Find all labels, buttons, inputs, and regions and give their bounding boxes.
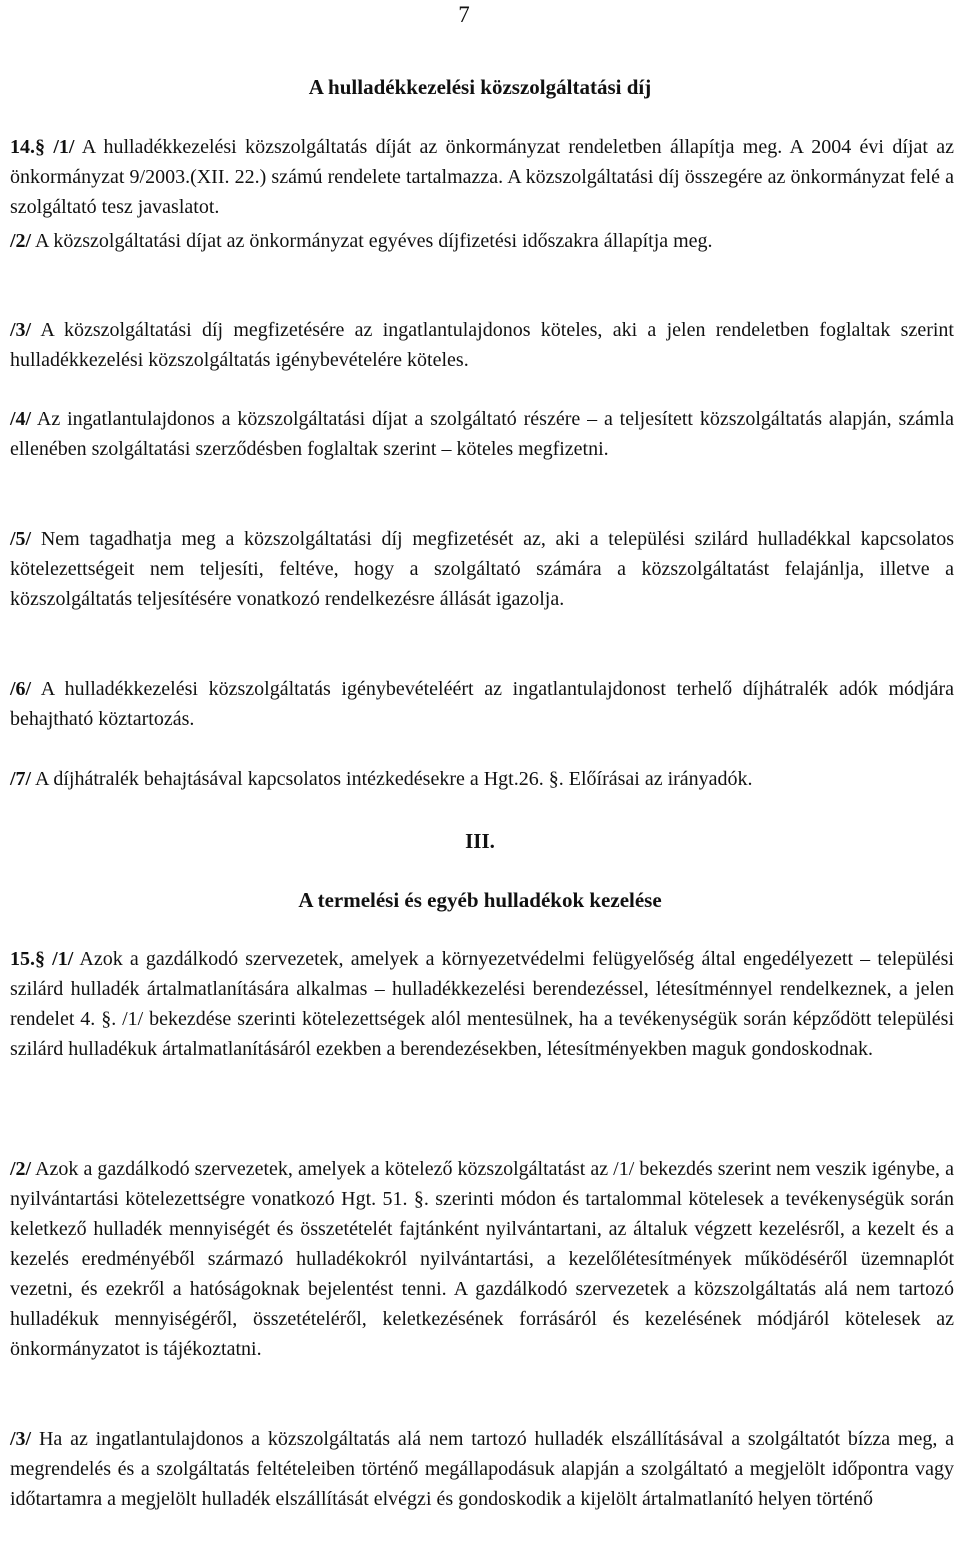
chapter-number: III.: [465, 829, 495, 853]
paragraph-mark: /2/: [10, 230, 32, 252]
paragraph-text: A közszolgáltatási díj megfizetésére az ingatlantulajdonos köteles, aki a jelen rendeletben foglaltak szerint hulladékkezelési közszolgáltatás igénybevételére köteles.: [10, 319, 954, 371]
page-number: 7: [458, 2, 470, 27]
article-14-paragraph-5: [10, 524, 954, 614]
article-14-paragraph-4: [10, 404, 954, 464]
paragraph-text: A díjhátralék behajtásával kapcsolatos intézkedésekre a Hgt.26. §. Előírásai az irányadók.: [35, 768, 753, 790]
paragraph-mark: /3/: [10, 319, 32, 341]
paragraph-text: A hulladékkezelési közszolgáltatás díját az önkormányzat rendeletben állapítja meg. A 2004 évi díjat az önkormányzat 9/2003.(XII. 22.) számú rendelete tartalmazza. A közszolgáltatási díj összegére az önkormányzat felé a szolgáltató tesz javaslatot.: [10, 136, 955, 218]
paragraph-mark: /4/: [10, 408, 32, 430]
article-14-paragraph-6: [10, 674, 954, 734]
paragraph-text: Azok a gazdálkodó szervezetek, amelyek a környezetvédelmi felügyelőség által engedélyezett – települési szilárd hulladék ártalmatlanítására alkalmas – hulladékkezelési berendezéssel, létesítménnyel rendelkeznek, a jelen rendelet 4. §. /1/ bekezdése szerinti kötelezettségek alól mentesülnek, ha a tevékenységük során képződött települési szilárd hulladékuk ártalmatlanításáról ezekben a berendezésekben, létesítményekben maguk gondoskodnak.: [10, 948, 954, 1060]
paragraph-mark: /3/: [10, 1428, 32, 1450]
paragraph-mark: /5/: [10, 528, 32, 550]
paragraph-mark: /7/: [10, 768, 32, 790]
section-title-production-waste: A termelési és egyéb hulladékok kezelése: [298, 888, 662, 912]
article-15-paragraph-1: [10, 944, 954, 1064]
article-14-paragraph-7: [10, 764, 954, 794]
article-15-number: 15.: [10, 948, 35, 970]
article-14-paragraph-2: [10, 226, 954, 256]
article-14-paragraph-3: [10, 315, 954, 375]
paragraph-text: Azok a gazdálkodó szervezetek, amelyek a kötelező közszolgáltatást az /1/ bekezdés szerint nem veszik igénybe, a nyilvántartási kötelezettségre vonatkozó Hgt. 51. §. szerinti módon és tartalommal kötelesek a tevékenységük során keletkező hulladék mennyiségét és összetételét fajtánként nyilvántartani, az általuk végzett kezelésről, a kezelt és a kezelés eredményéből származó hulladékokról nyilvántartási, a kezelőlétesítmények működéséről üzemnaplót vezetni, és ezekről a hatóságoknak bejelentést tenni. A gazdálkodó szervezetek a közszolgáltatás alá nem tartozó hulladékuk mennyiségéről, összetételéről, keletkezésének forrásáról és kezelésének módjáról kötelesek az önkormányzatot is tájékoztatni.: [10, 1158, 954, 1360]
paragraph-mark: /2/: [10, 1158, 32, 1180]
section-sign: §: [35, 948, 45, 970]
paragraph-text: Az ingatlantulajdonos a közszolgáltatási díjat a szolgáltató részére – a teljesített közszolgáltatás alapján, számla ellenében szolgáltatási szerződésben foglaltak szerint – köteles megfizetni.: [10, 408, 955, 460]
paragraph-mark: /6/: [10, 678, 32, 700]
article-14-number: 14.: [10, 136, 35, 158]
paragraph-text: Nem tagadhatja meg a közszolgáltatási díj megfizetését az, aki a települési szilárd hulladékkal kapcsolatos kötelezettségeit nem teljesíti, feltéve, hogy a szolgáltató számára a közszolgáltatást felajánlja, illetve a közszolgáltatás teljesítésére vonatkozó rendelkezésre állását igazolja.: [10, 528, 954, 610]
paragraph-mark: /1/: [53, 136, 75, 158]
paragraph-mark: /1/: [52, 948, 74, 970]
paragraph-text: Ha az ingatlantulajdonos a közszolgáltatás alá nem tartozó hulladék elszállításával a szolgáltatót bízza meg, a megrendelés és a szolgáltatás feltételeiben történő megállapodásuk alapján a szolgáltató a megjelölt időpontra vagy időtartamra a megjelölt hulladék elszállítását elvégzi és gondoskodik a kijelölt ártalmatlanító helyen történő: [10, 1428, 955, 1510]
paragraph-text: A közszolgáltatási díjat az önkormányzat egyéves díjfizetési időszakra állapítja meg.: [35, 230, 713, 252]
section-title-fee: A hulladékkezelési közszolgáltatási díj: [308, 75, 652, 99]
section-sign: §: [35, 136, 45, 158]
article-14-paragraph-1: [10, 132, 954, 222]
article-15-paragraph-3: [10, 1424, 954, 1514]
article-15-paragraph-2: [10, 1154, 954, 1364]
paragraph-text: A hulladékkezelési közszolgáltatás igénybevételéért az ingatlantulajdonost terhelő díjhátralék adók módjára behajtható köztartozás.: [10, 678, 955, 730]
